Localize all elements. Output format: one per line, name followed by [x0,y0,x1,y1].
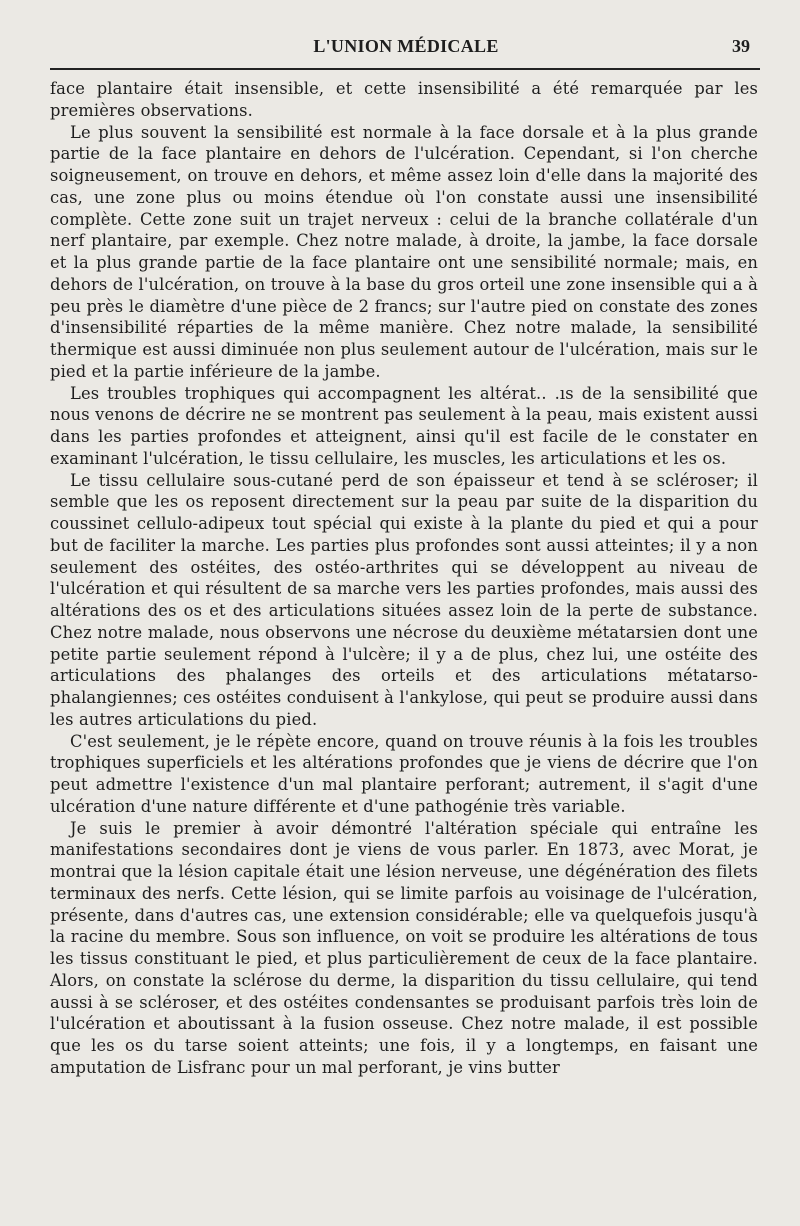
paragraph-troubles-trophiques: Les troubles trophiques qui accompagnent les altérat.. .ıs de la sensibilité que nous venons de décrire ne se montrent pas seulement à la peau, mais existent aussi dans les parties profondes et atteignent, ainsi qu'il est facile de le constater en examinant l'ulcération, le tissu cellulaire, les muscles, les articulations et les os. [50,383,758,468]
paragraph-lesion-nerveuse: Je suis le premier à avoir démontré l'altération spéciale qui entraîne les manifestations secondaires dont je viens de vous parler. En 1873, avec Morat, je montrai que la lésion capitale était une lésion nerveuse, une dégénération des filets terminaux des nerfs. Cette lésion, qui se limite parfois au voisinage de l'ulcération, présente, dans d'autres cas, une extension considérable; elle va quelquefois jusqu'à la racine du membre. Sous son influence, on voit se produire les altérations de tous les tissus constituant le pied, et plus particulièrement de ceux de la face plantaire. Alors, on constate la sclérose du derme, la disparition du tissu cellulaire, qui tend aussi à se scléroser, et des ostéites condensantes se produisant parfois très loin de l'ulcération et aboutissant à la fusion osseuse. Chez notre malade, il est possible que les os du tarse soient atteints; une fois, il y a longtemps, en faisant une amputation de Lisfranc pour un mal perforant, je vins butter [50,818,758,1077]
body-text [50,78,758,1079]
page-number: 39 [732,36,750,56]
paragraph-mal-perforant: C'est seulement, je le répète encore, quand on trouve réunis à la fois les troubles trophiques superficiels et les altérations profondes que je viens de décrire que l'on peut admettre l'existence d'un mal plantaire perforant; autrement, il s'agit d'une ulcération d'une nature différente et d'une pathogénie très variable. [50,731,758,816]
paragraph-continuation: face plantaire était insensible, et cette insensibilité a été remarquée par les premières observations. [50,79,758,120]
paragraph-sensibilite: Le plus souvent la sensibilité est normale à la face dorsale et à la plus grande partie de la face plantaire en dehors de l'ulcération. Cependant, si l'on cherche soigneusement, on trouve en dehors, et même assez loin d'elle dans la majorité des cas, une zone plus ou moins étendue où l'on constate aussi une insensibilité complète. Cette zone suit un trajet nerveux : celui de la branche collatérale d'un nerf plantaire, par exemple. Chez notre malade, à droite, la jambe, la face dorsale et la plus grande partie de la face plantaire ont une sensibilité normale; mais, en dehors de l'ulcération, on trouve à la base du gros orteil une zone insensible qui a à peu près le diamètre d'une pièce de 2 francs; sur l'autre pied on constate des zones d'insensibilité réparties de la même manière. Chez notre malade, la sensibilité thermique est aussi diminuée non plus seulement autour de l'ulcération, mais sur le pied et la partie inférieure de la jambe. [50,122,758,381]
running-title: L'UNION MÉDICALE [313,36,499,56]
paragraph-tissu-cellulaire: Le tissu cellulaire sous-cutané perd de son épaisseur et tend à se scléroser; il semble que les os reposent directement sur la peau par suite de la disparition du coussinet cellulo-adipeux tout spécial qui existe à la plante du pied et qui a pour but de faciliter la marche. Les parties plus profondes sont aussi atteintes; il y a non seulement des ostéites, des ostéo-arthrites qui se développent au niveau de l'ulcération et qui résultent de sa marche vers les parties profondes, mais aussi des altérations des os et des articulations situées assez loin de la perte de substance. Chez notre malade, nous observons une nécrose du deuxième métatarsien dont une petite partie seulement répond à l'ulcère; il y a de plus, chez lui, une ostéite des articulations des phalanges des orteils et des articulations métatarso-phalangiennes; ces ostéites conduisent à l'ankylose, qui peut se produire aussi dans les autres articulations du pied. [50,470,758,729]
page-header [52,34,760,64]
header-rule [50,68,760,70]
